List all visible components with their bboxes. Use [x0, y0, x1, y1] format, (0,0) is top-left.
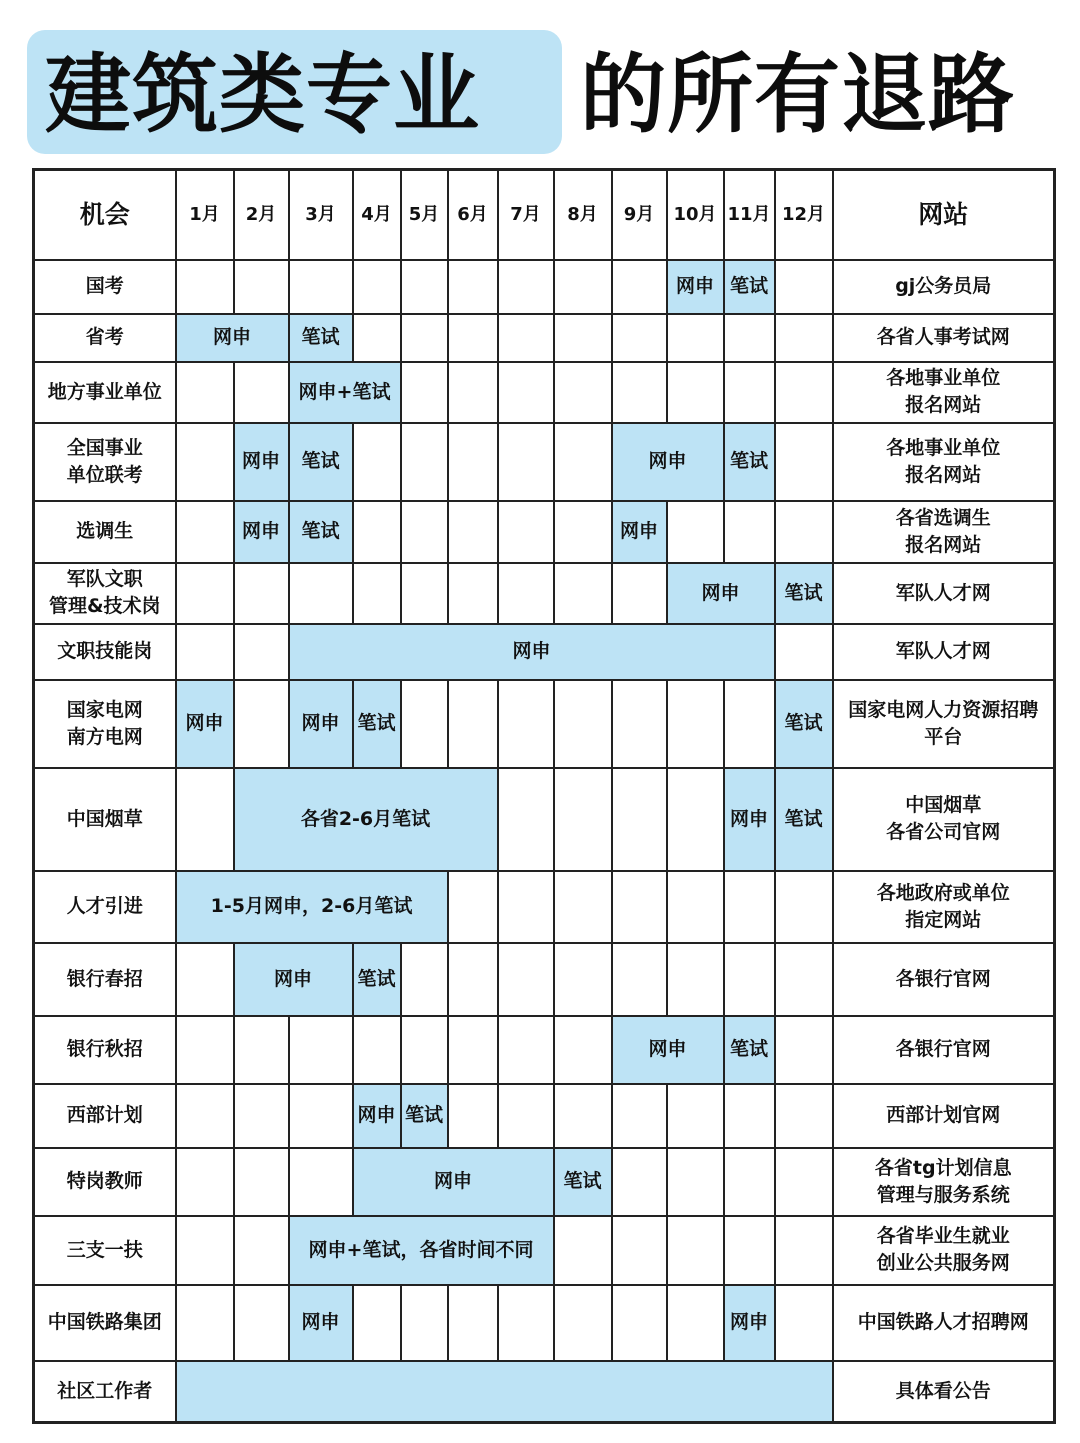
month-cell-empty: [667, 1285, 724, 1361]
opportunity-name: 文职技能岗: [34, 624, 176, 680]
header-month-8: 8月: [554, 170, 612, 260]
month-cell-empty: [353, 1285, 401, 1361]
month-cell-empty: [775, 314, 833, 362]
month-cell-empty: [401, 1285, 448, 1361]
month-cell-empty: [234, 563, 289, 624]
month-cell-empty: [401, 362, 448, 423]
month-cell-empty: [775, 501, 833, 563]
website-name: 各省毕业生就业 创业公共服务网: [833, 1216, 1055, 1285]
month-cell-empty: [612, 260, 667, 314]
month-cell-empty: [176, 1016, 234, 1084]
header-month-5: 5月: [401, 170, 448, 260]
website-name: 中国烟草 各省公司官网: [833, 768, 1055, 871]
opportunity-name: 人才引进: [34, 871, 176, 943]
month-cell-empty: [176, 362, 234, 423]
schedule-segment: 网申: [289, 624, 775, 680]
month-cell-empty: [775, 1285, 833, 1361]
schedule-segment: 笔试: [401, 1084, 448, 1148]
month-cell-empty: [448, 871, 498, 943]
month-cell-empty: [498, 563, 554, 624]
schedule-segment: 网申: [234, 943, 353, 1016]
month-cell-empty: [176, 1084, 234, 1148]
month-cell-empty: [176, 260, 234, 314]
website-name: 各地事业单位 报名网站: [833, 362, 1055, 423]
month-cell-empty: [612, 1148, 667, 1216]
month-cell-empty: [498, 1016, 554, 1084]
table-row: [34, 1216, 1055, 1285]
month-cell-empty: [775, 1016, 833, 1084]
month-cell-empty: [667, 501, 724, 563]
month-cell-empty: [234, 1016, 289, 1084]
schedule-segment: 笔试: [724, 423, 775, 501]
month-cell-empty: [554, 362, 612, 423]
month-cell-empty: [176, 423, 234, 501]
month-cell-empty: [775, 871, 833, 943]
month-cell-empty: [448, 1285, 498, 1361]
month-cell-empty: [234, 260, 289, 314]
website-name: 国家电网人力资源招聘 平台: [833, 680, 1055, 768]
opportunity-name: 军队文职 管理&技术岗: [34, 563, 176, 624]
month-cell-empty: [234, 1084, 289, 1148]
month-cell-empty: [176, 1216, 234, 1285]
month-cell-empty: [612, 768, 667, 871]
month-cell-empty: [775, 1216, 833, 1285]
month-cell-empty: [612, 1285, 667, 1361]
month-cell-empty: [401, 501, 448, 563]
schedule-segment: 网申: [289, 680, 353, 768]
website-name: 各地政府或单位 指定网站: [833, 871, 1055, 943]
month-cell-empty: [401, 680, 448, 768]
month-cell-empty: [612, 1084, 667, 1148]
month-cell-empty: [667, 680, 724, 768]
table-row: [34, 1285, 1055, 1361]
month-cell-empty: [498, 1285, 554, 1361]
month-cell-empty: [176, 1285, 234, 1361]
header-month-4: 4月: [353, 170, 401, 260]
schedule-segment: 网申: [353, 1084, 401, 1148]
table-header-row: [34, 170, 1055, 260]
month-cell-empty: [448, 1084, 498, 1148]
month-cell-empty: [289, 563, 353, 624]
month-cell-empty: [176, 624, 234, 680]
month-cell-empty: [667, 943, 724, 1016]
month-cell-empty: [724, 680, 775, 768]
website-name: 中国铁路人才招聘网: [833, 1285, 1055, 1361]
month-cell-empty: [353, 563, 401, 624]
table-row: [34, 624, 1055, 680]
website-name: 各省tg计划信息 管理与服务系统: [833, 1148, 1055, 1216]
month-cell-empty: [498, 871, 554, 943]
schedule-segment: 网申: [353, 1148, 554, 1216]
month-cell-empty: [554, 563, 612, 624]
opportunity-name: 地方事业单位: [34, 362, 176, 423]
month-cell-empty: [554, 1216, 612, 1285]
month-cell-empty: [724, 871, 775, 943]
schedule-segment: 笔试: [289, 314, 353, 362]
month-cell-empty: [353, 260, 401, 314]
opportunity-name: 银行秋招: [34, 1016, 176, 1084]
month-cell-empty: [401, 314, 448, 362]
month-cell-empty: [554, 680, 612, 768]
table-row: [34, 260, 1055, 314]
month-cell-empty: [554, 260, 612, 314]
month-cell-empty: [775, 624, 833, 680]
month-cell-empty: [667, 314, 724, 362]
month-cell-empty: [176, 943, 234, 1016]
header-website: 网站: [833, 170, 1055, 260]
month-cell-empty: [554, 1016, 612, 1084]
header-month-10: 10月: [667, 170, 724, 260]
month-cell-empty: [498, 768, 554, 871]
opportunity-name: 省考: [34, 314, 176, 362]
schedule-segment: 网申: [176, 314, 289, 362]
month-cell-empty: [498, 501, 554, 563]
schedule-segment: 网申: [667, 260, 724, 314]
schedule-segment: 网申: [289, 1285, 353, 1361]
header-month-9: 9月: [612, 170, 667, 260]
month-cell-empty: [498, 314, 554, 362]
month-cell-empty: [554, 423, 612, 501]
schedule-segment: 网申: [176, 680, 234, 768]
schedule-segment: 网申: [234, 423, 289, 501]
schedule-segment: 网申: [612, 423, 724, 501]
website-name: 军队人才网: [833, 563, 1055, 624]
website-name: 各省人事考试网: [833, 314, 1055, 362]
month-cell-empty: [724, 1148, 775, 1216]
month-cell-empty: [401, 260, 448, 314]
month-cell-empty: [554, 943, 612, 1016]
website-name: 具体看公告: [833, 1361, 1055, 1423]
month-cell-empty: [667, 1216, 724, 1285]
month-cell-empty: [775, 423, 833, 501]
month-cell-empty: [724, 1084, 775, 1148]
opportunity-name: 中国铁路集团: [34, 1285, 176, 1361]
website-name: 各银行官网: [833, 943, 1055, 1016]
month-cell-empty: [401, 943, 448, 1016]
month-cell-empty: [612, 871, 667, 943]
month-cell-empty: [554, 501, 612, 563]
month-cell-empty: [498, 1084, 554, 1148]
schedule-segment: 笔试: [353, 680, 401, 768]
schedule-segment: 笔试: [775, 680, 833, 768]
month-cell-empty: [401, 423, 448, 501]
table-row: [34, 563, 1055, 624]
month-cell-empty: [498, 680, 554, 768]
opportunity-name: 国考: [34, 260, 176, 314]
month-cell-empty: [775, 362, 833, 423]
opportunity-name: 特岗教师: [34, 1148, 176, 1216]
header-month-1: 1月: [176, 170, 234, 260]
schedule-segment: 1-5月网申，2-6月笔试: [176, 871, 448, 943]
month-cell-empty: [724, 501, 775, 563]
schedule-segment: 网申: [612, 501, 667, 563]
month-cell-empty: [554, 314, 612, 362]
month-cell-empty: [234, 1148, 289, 1216]
schedule-segment: 网申+笔试: [289, 362, 401, 423]
table-row: [34, 1148, 1055, 1216]
month-cell-empty: [448, 362, 498, 423]
month-cell-empty: [554, 1084, 612, 1148]
table-row: [34, 943, 1055, 1016]
header-month-2: 2月: [234, 170, 289, 260]
header-month-3: 3月: [289, 170, 353, 260]
header-month-12: 12月: [775, 170, 833, 260]
month-cell-empty: [289, 260, 353, 314]
month-cell-empty: [448, 943, 498, 1016]
month-cell-empty: [234, 680, 289, 768]
month-cell-empty: [724, 943, 775, 1016]
month-cell-empty: [554, 768, 612, 871]
month-cell-empty: [176, 563, 234, 624]
month-cell-empty: [353, 314, 401, 362]
header-month-6: 6月: [448, 170, 498, 260]
schedule-segment: 笔试: [289, 501, 353, 563]
month-cell-empty: [289, 1084, 353, 1148]
page-title-part2: 的所有退路: [580, 45, 1015, 145]
month-cell-empty: [176, 501, 234, 563]
month-cell-empty: [353, 1016, 401, 1084]
schedule-segment: 网申: [724, 768, 775, 871]
month-cell-empty: [775, 943, 833, 1016]
schedule-segment: 笔试: [353, 943, 401, 1016]
table-row: [34, 1361, 1055, 1423]
schedule-segment: 网申: [667, 563, 775, 624]
opportunity-name: 国家电网 南方电网: [34, 680, 176, 768]
website-name: gj公务员局: [833, 260, 1055, 314]
table-row: [34, 362, 1055, 423]
month-cell-empty: [401, 1016, 448, 1084]
month-cell-empty: [612, 314, 667, 362]
month-cell-empty: [667, 362, 724, 423]
month-cell-empty: [448, 680, 498, 768]
month-cell-empty: [554, 1285, 612, 1361]
opportunity-name: 中国烟草: [34, 768, 176, 871]
table-row: [34, 768, 1055, 871]
header-month-11: 11月: [724, 170, 775, 260]
table-row: [34, 871, 1055, 943]
month-cell-empty: [448, 260, 498, 314]
month-cell-empty: [234, 624, 289, 680]
month-cell-empty: [612, 943, 667, 1016]
opportunity-name: 三支一扶: [34, 1216, 176, 1285]
schedule-segment: [176, 1361, 833, 1423]
schedule-segment: 网申: [724, 1285, 775, 1361]
table-row: [34, 423, 1055, 501]
website-name: 西部计划官网: [833, 1084, 1055, 1148]
schedule-segment: 网申: [234, 501, 289, 563]
page-title-part1: 建筑类专业: [45, 45, 480, 145]
schedule-segment: 笔试: [724, 1016, 775, 1084]
month-cell-empty: [353, 423, 401, 501]
website-name: 军队人才网: [833, 624, 1055, 680]
month-cell-empty: [724, 1216, 775, 1285]
month-cell-empty: [612, 563, 667, 624]
month-cell-empty: [498, 362, 554, 423]
website-name: 各银行官网: [833, 1016, 1055, 1084]
opportunity-name: 选调生: [34, 501, 176, 563]
month-cell-empty: [289, 1016, 353, 1084]
month-cell-empty: [448, 563, 498, 624]
table-row: [34, 1084, 1055, 1148]
month-cell-empty: [775, 1084, 833, 1148]
month-cell-empty: [498, 423, 554, 501]
month-cell-empty: [724, 314, 775, 362]
header-month-7: 7月: [498, 170, 554, 260]
table-row: [34, 501, 1055, 563]
schedule-segment: 笔试: [289, 423, 353, 501]
opportunity-name: 西部计划: [34, 1084, 176, 1148]
month-cell-empty: [667, 1084, 724, 1148]
month-cell-empty: [234, 362, 289, 423]
month-cell-empty: [554, 871, 612, 943]
header-opportunity: 机会: [34, 170, 176, 260]
month-cell-empty: [775, 260, 833, 314]
month-cell-empty: [724, 362, 775, 423]
opportunity-name: 全国事业 单位联考: [34, 423, 176, 501]
month-cell-empty: [612, 362, 667, 423]
schedule-segment: 网申: [612, 1016, 724, 1084]
month-cell-empty: [448, 501, 498, 563]
month-cell-empty: [289, 1148, 353, 1216]
schedule-segment: 网申+笔试，各省时间不同: [289, 1216, 554, 1285]
schedule-segment: 笔试: [775, 768, 833, 871]
month-cell-empty: [176, 1148, 234, 1216]
month-cell-empty: [667, 768, 724, 871]
month-cell-empty: [612, 680, 667, 768]
recruitment-schedule-table: [32, 168, 1056, 1424]
month-cell-empty: [667, 871, 724, 943]
month-cell-empty: [775, 1148, 833, 1216]
table-row: [34, 1016, 1055, 1084]
table-row: [34, 314, 1055, 362]
schedule-segment: 各省2-6月笔试: [234, 768, 498, 871]
month-cell-empty: [448, 423, 498, 501]
schedule-segment: 笔试: [554, 1148, 612, 1216]
month-cell-empty: [234, 1216, 289, 1285]
table-row: [34, 680, 1055, 768]
website-name: 各省选调生 报名网站: [833, 501, 1055, 563]
schedule-segment: 笔试: [775, 563, 833, 624]
website-name: 各地事业单位 报名网站: [833, 423, 1055, 501]
schedule-segment: 笔试: [724, 260, 775, 314]
opportunity-name: 银行春招: [34, 943, 176, 1016]
month-cell-empty: [448, 314, 498, 362]
month-cell-empty: [498, 943, 554, 1016]
month-cell-empty: [612, 1216, 667, 1285]
opportunity-name: 社区工作者: [34, 1361, 176, 1423]
month-cell-empty: [176, 768, 234, 871]
month-cell-empty: [401, 563, 448, 624]
month-cell-empty: [234, 1285, 289, 1361]
month-cell-empty: [353, 501, 401, 563]
month-cell-empty: [448, 1016, 498, 1084]
month-cell-empty: [667, 1148, 724, 1216]
month-cell-empty: [498, 260, 554, 314]
